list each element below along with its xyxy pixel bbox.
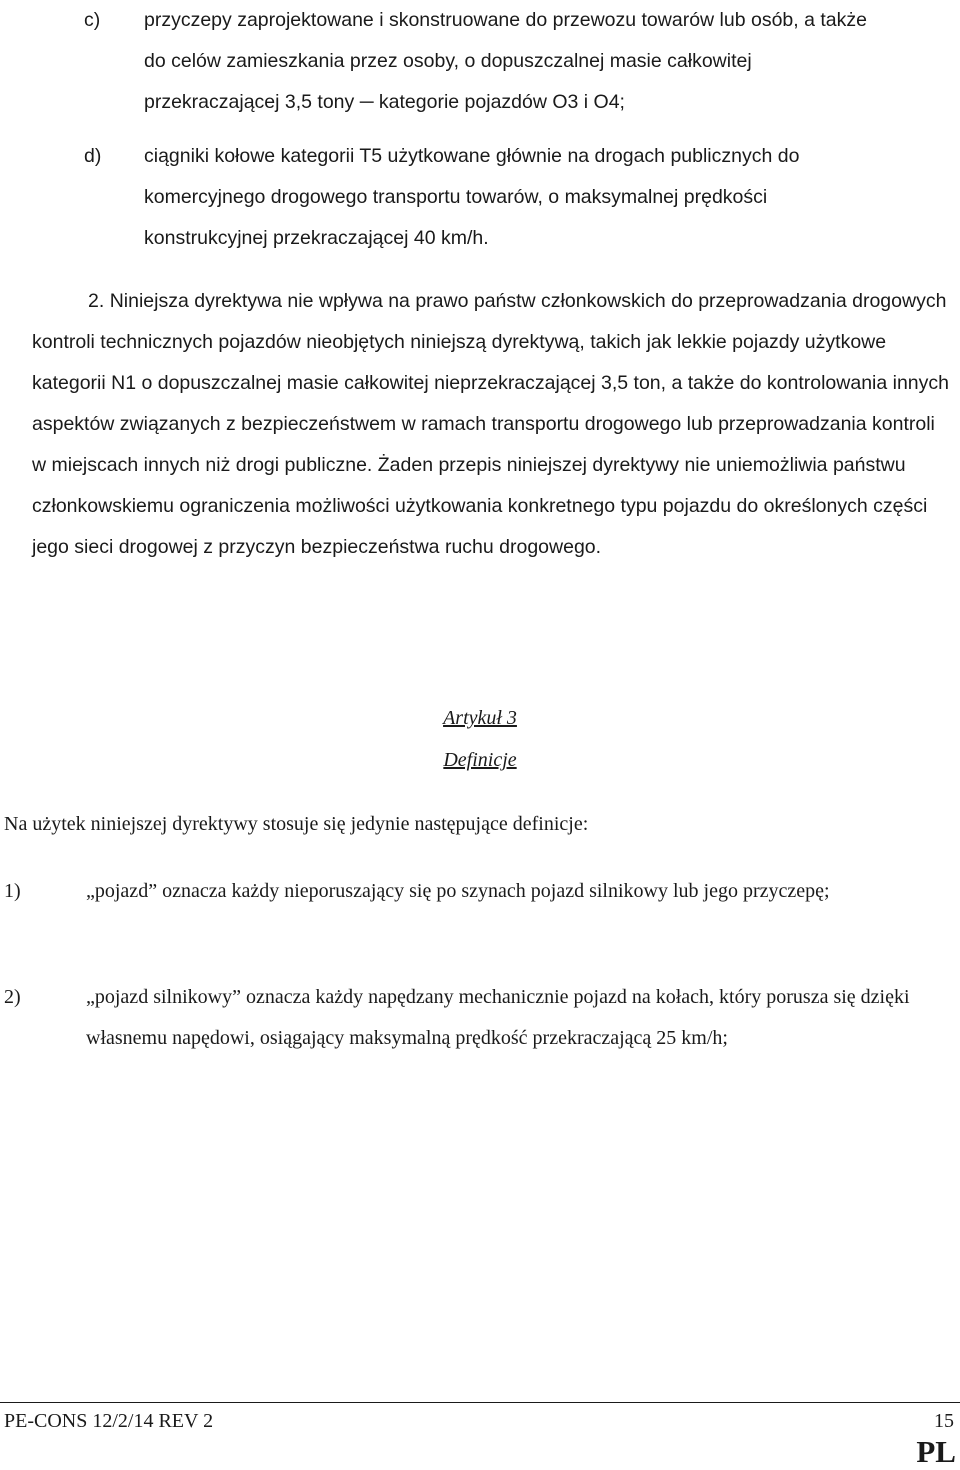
- article-subtitle: Definicje: [443, 749, 517, 771]
- paragraph-text: Niniejsza dyrektywa nie wpływa na prawo państw członkowskich do przeprowadzania drogowych kontroli technicznych pojazdów nieobjętych niniejszą dyrektywą, takich jak lekkie pojazdy użytkowe kategorii N1 o dopuszczalnej masie całkowitej nieprzekraczającej 3,5 ton, a także do kontrolowania innych aspektów związanych z bezpieczeństwem w ramach transportu drogowego lub przeprowadzania kontroli w miejscach innych niż drogi publiczne. Żaden przepis niniejszej dyrektywy nie uniemożliwia państwu członkowskiemu ograniczenia możliwości użytkowania konkretnego typu pojazdu do określonych części jego sieci drogowej z przyczyn bezpieczeństwa ruchu drogowego.: [32, 290, 949, 558]
- language-code: PL: [916, 1434, 956, 1469]
- definition-text: „pojazd” oznacza każdy nieporuszający się po szynach pojazd silnikowy lub jego przyczepę;: [86, 880, 830, 902]
- page-number: 15: [934, 1410, 954, 1432]
- text-line: do celów zamieszkania przez osoby, o dopuszczalnej masie całkowitej: [144, 50, 752, 72]
- text-line: przekraczającej 3,5 tony ─ kategorie pojazdów O3 i O4;: [144, 91, 625, 113]
- text-line: konstrukcyjnej przekraczającej 40 km/h.: [144, 227, 489, 249]
- paragraph-2: [32, 281, 952, 568]
- list-item-text: [144, 136, 944, 259]
- article-title: Artykuł 3: [443, 707, 517, 729]
- paragraph-number: 2.: [88, 290, 105, 312]
- definition-label: 1): [4, 880, 21, 902]
- document-reference: PE-CONS 12/2/14 REV 2: [4, 1410, 214, 1432]
- footer-divider: [0, 1402, 960, 1403]
- definition-text: „pojazd silnikowy” oznacza każdy napędzany mechanicznie pojazd na kołach, który porusza się dzięki własnemu napędowi, osiągający maksymalną prędkość przekraczającą 25 km/h;: [86, 986, 910, 1049]
- list-item-label: d): [84, 145, 102, 167]
- list-item-label: c): [84, 9, 101, 31]
- text-line: przyczepy zaprojektowane i skonstruowane do przewozu towarów lub osób, a także: [144, 9, 867, 31]
- list-item-text: [144, 0, 944, 123]
- definitions-intro: Na użytek niniejszej dyrektywy stosuje się jedynie następujące definicje:: [4, 813, 589, 835]
- text-line: ciągniki kołowe kategorii T5 użytkowane głównie na drogach publicznych do: [144, 145, 800, 167]
- definition-label: 2): [4, 986, 21, 1008]
- text-line: komercyjnego drogowego transportu towarów, o maksymalnej prędkości: [144, 186, 768, 208]
